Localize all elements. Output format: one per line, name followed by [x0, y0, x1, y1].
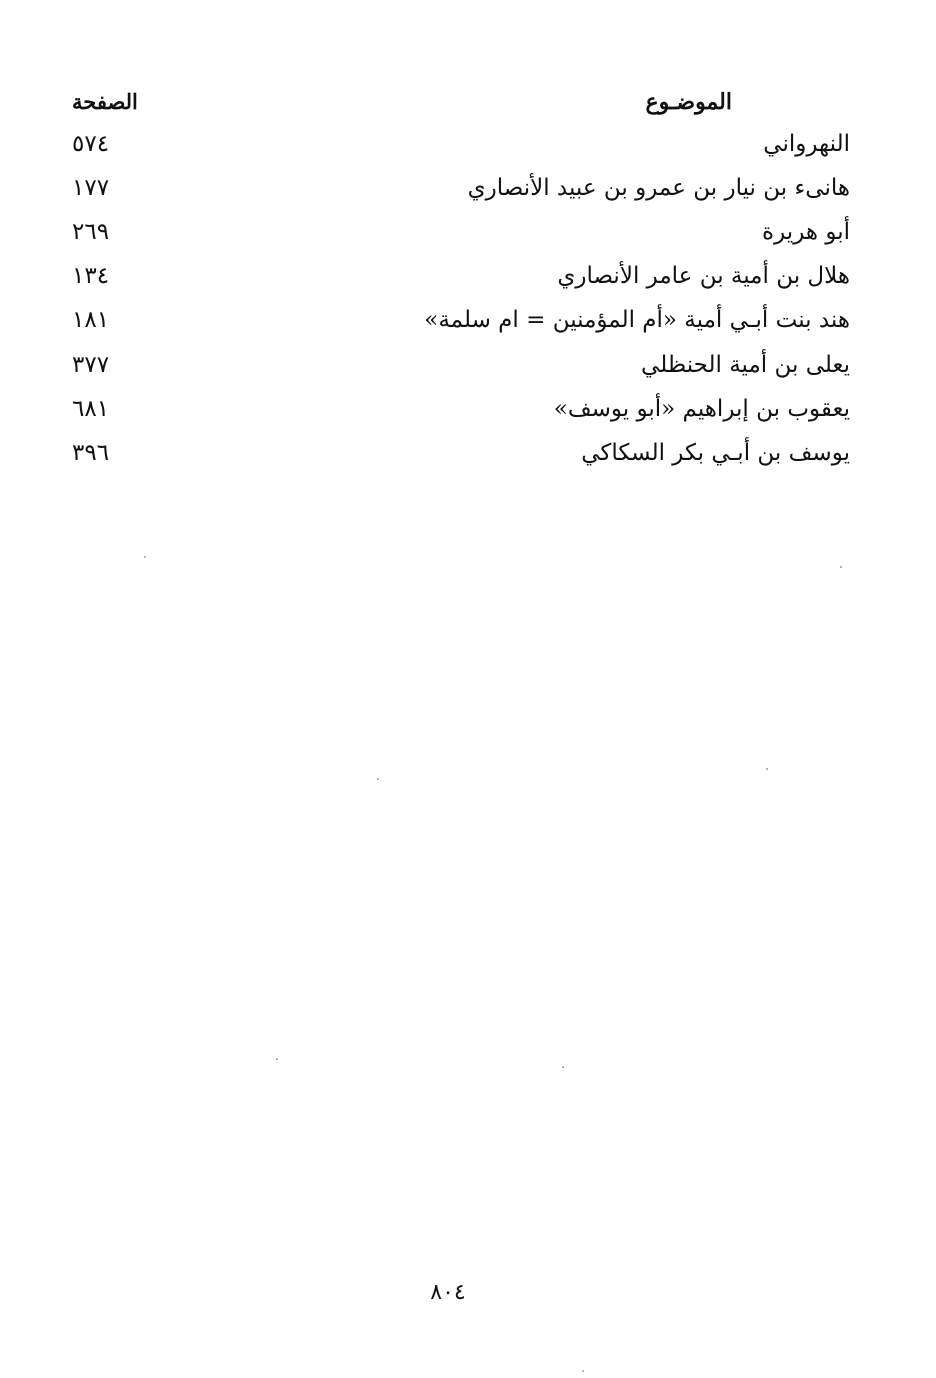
scan-speck: [766, 768, 768, 770]
index-entry: [60, 433, 850, 473]
index-entry: [60, 256, 850, 296]
page-column-header: الصفحة: [72, 89, 138, 114]
entry-topic: هلال بن أمية بن عامر الأنصاري: [557, 263, 850, 289]
entry-topic: هند بنت أبـي أمية «أم المؤمنين = ام سلمة»: [424, 307, 850, 333]
entry-page-number: ١٧٧: [72, 175, 110, 201]
entry-topic: أبو هريرة: [762, 219, 850, 245]
index-entry: [60, 389, 850, 429]
index-entry: [60, 345, 850, 385]
scan-speck: [377, 778, 379, 780]
entry-topic: هانىء بن نيار بن عمرو بن عبيد الأنصاري: [467, 175, 850, 201]
index-header: [60, 82, 850, 122]
index-entry: [60, 300, 850, 340]
entry-topic: النهرواني: [763, 131, 850, 157]
entry-page-number: ١٨١: [72, 307, 110, 333]
topic-column-header: الموضـوع: [645, 89, 732, 115]
scan-speck: [562, 1066, 564, 1068]
entry-topic: يعلى بن أمية الحنظلي: [641, 352, 850, 378]
index-entry: [60, 124, 850, 164]
entry-page-number: ٥٧٤: [72, 131, 110, 157]
scan-speck: [276, 1058, 278, 1060]
entry-page-number: ٢٦٩: [72, 219, 110, 245]
entry-page-number: ٣٧٧: [72, 352, 110, 378]
scan-speck: [144, 556, 146, 558]
index-entry: [60, 168, 850, 208]
page-number: ٨٠٤: [430, 1280, 466, 1305]
entry-page-number: ٣٩٦: [72, 440, 110, 466]
entry-topic: يعقوب بن إبراهيم «أبو يوسف»: [553, 396, 850, 422]
entry-page-number: ٦٨١: [72, 396, 110, 422]
entry-page-number: ١٣٤: [72, 263, 110, 289]
entry-topic: يوسف بن أبـي بكر السكاكي: [581, 440, 850, 466]
scan-speck: [840, 566, 842, 568]
scan-speck: [582, 1370, 584, 1372]
index-entry: [60, 212, 850, 252]
